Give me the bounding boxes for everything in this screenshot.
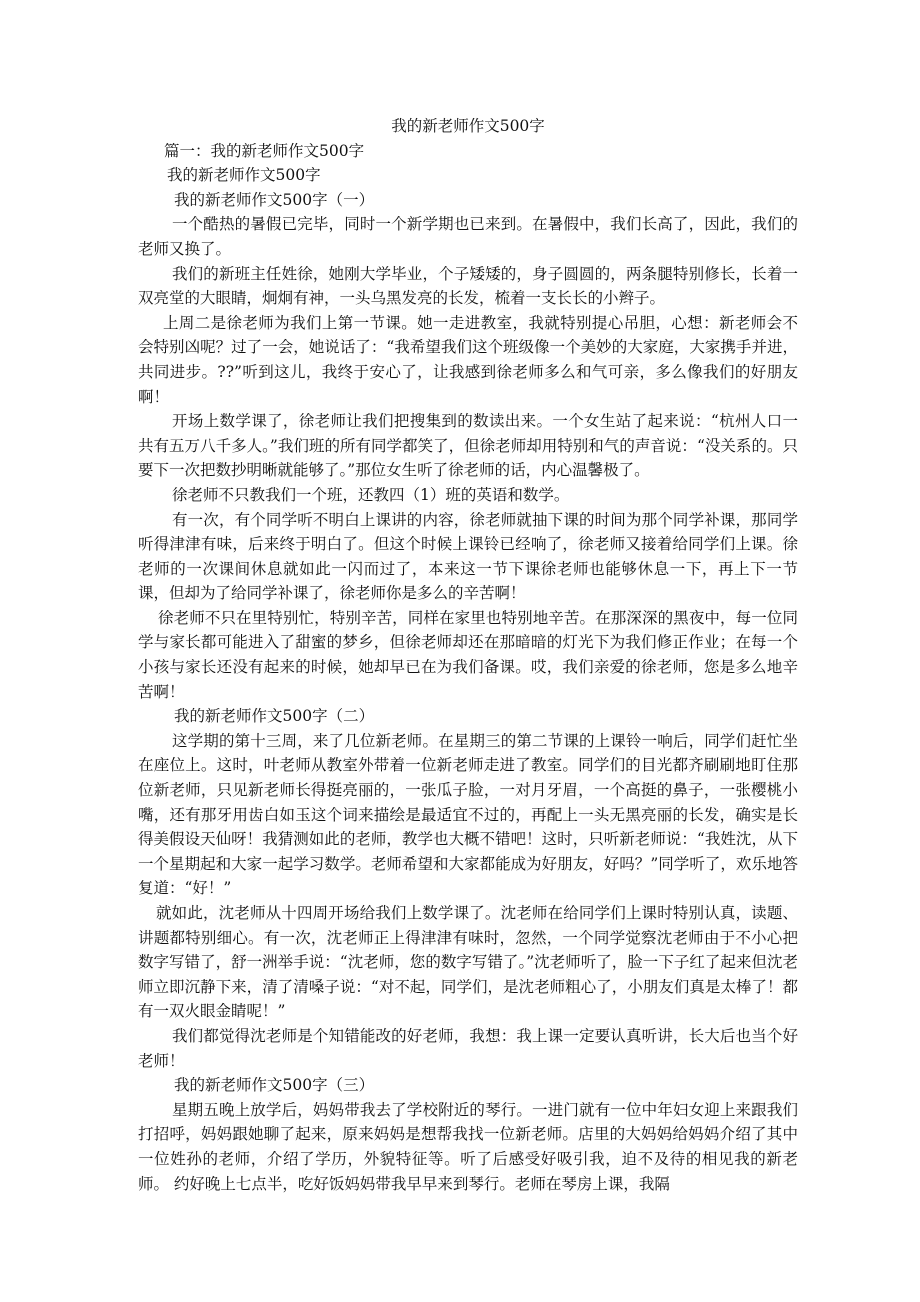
essay-heading-2: 我的新老师作文500字（二）: [174, 707, 375, 726]
essay2-paragraph: 就如此，沈老师从十四周开场给我们上数学课了。沈老师在给同学们上课时特别认真，读题、讲题都特别细心。有一次，沈老师正上得津津有味时，忽然，一个同学觉察沈老师由于不小心把数字写错了，舒一洲举手说：“沈老师，您的数字写错了。”沈老师听了，脸一下子红了起来但沈老师立即沉静下来，清了清嗓子说：“对不起，同学们，是沈老师粗心了，小朋友们真是太棒了！都有一双火眼金睛呢！”: [138, 904, 798, 1021]
essay1-paragraph: 开场上数学课了，徐老师让我们把搜集到的数读出来。一个女生站了起来说：“杭州人口一共有五万八千多人。”我们班的所有同学都笑了，但徐老师却用特别和气的声音说：“没关系的。只要下一次把数抄明晰就能够了。”那位女生听了徐老师的话，内心温馨极了。: [138, 412, 798, 480]
essay2-paragraph: 我们都觉得沈老师是个知错能改的好老师，我想：我上课一定要认真听讲，长大后也当个好老师！: [138, 1026, 798, 1070]
section-heading: 篇一：我的新老师作文500字: [164, 141, 365, 160]
sub-heading: 我的新老师作文500字: [167, 166, 321, 185]
document-title: 我的新老师作文500字: [391, 117, 545, 135]
essay1-paragraph: 上周二是徐老师为我们上第一节课。她一走进教室，我就特别提心吊胆，心想：新老师会不会特别凶呢？过了一会，她说话了：“我希望我们这个班级像一个美妙的大家庭，大家携手并进，共同进步。??”听到这儿，我终于安心了，让我感到徐老师多么和气可亲，多么像我们的好朋友啊！: [138, 313, 798, 406]
document-body: [138, 114, 798, 1196]
essay1-paragraph: 徐老师不只在里特别忙，特别辛苦，同样在家里也特别地辛苦。在那深深的黑夜中，每一位同学与家长都可能进入了甜蜜的梦乡，但徐老师却还在那暗暗的灯光下为我们修正作业；在每一个小孩与家长还没有起来的时候，她却早已在为我们备课。哎，我们亲爱的徐老师，您是多么地辛苦啊！: [138, 608, 798, 701]
essay1-paragraph: 一个酷热的暑假已完毕，同时一个新学期也已来到。在暑假中，我们长高了，因此，我们的老师又换了。: [138, 215, 798, 258]
essay-heading-1: 我的新老师作文500字（一）: [174, 190, 375, 209]
essay-heading-3: 我的新老师作文500字（三）: [174, 1076, 375, 1095]
essay1-paragraph: 有一次，有个同学听不明白上课讲的内容，徐老师就抽下课的时间为那个同学补课，那同学听得津津有味，后来终于明白了。但这个时候上课铃已经响了，徐老师又接着给同学们上课。徐老师的一次课间休息就如此一闪而过了，本来这一节下课徐老师也能够休息一下，再上下一节课，但却为了给同学补课了，徐老师你是多么的辛苦啊！: [138, 510, 798, 603]
essay1-paragraph: 我们的新班主任姓徐，她刚大学毕业，个子矮矮的，身子圆圆的，两条腿特别修长，长着一双亮堂的大眼睛，炯炯有神，一头乌黑发亮的长发，梳着一支长长的小辫子。: [138, 264, 798, 308]
essay3-paragraph: 星期五晚上放学后，妈妈带我去了学校附近的琴行。一进门就有一位中年妇女迎上来跟我们打招呼，妈妈跟她聊了起来，原来妈妈是想帮我找一位新老师。店里的大妈妈给妈妈介绍了其中一位姓孙的老师，介绍了学历，外貌特征等。听了后感受好吸引我，迫不及待的相见我的新老师。 约好晚上七点半，吃好饭妈妈带我早早来到琴行。老师在琴房上课，我隔: [138, 1100, 798, 1193]
essay1-paragraph: 徐老师不只教我们一个班，还教四（1）班的英语和数学。: [172, 485, 570, 504]
essay2-paragraph: 这学期的第十三周，来了几位新老师。在星期三的第二节课的上课铃一响后，同学们赶忙坐在座位上。这时，叶老师从教室外带着一位新老师走进了教室。同学们的目光都齐刷刷地盯住那位新老师，只见新老师长得挺亮丽的，一张瓜子脸，一对月牙眉，一个高挺的鼻子，一张樱桃小嘴，还有那牙用齿白如玉这个词来描绘是最适宜不过的，再配上一头无黑亮丽的长发，确实是长得美假设天仙呀！我猜测如此的老师，教学也大概不错吧！这时，只听新老师说：“我姓沈，从下一个星期起和大家一起学习数学。老师希望和大家都能成为好朋友，好吗？”同学听了，欢乐地答复道：“好！”: [138, 731, 798, 898]
